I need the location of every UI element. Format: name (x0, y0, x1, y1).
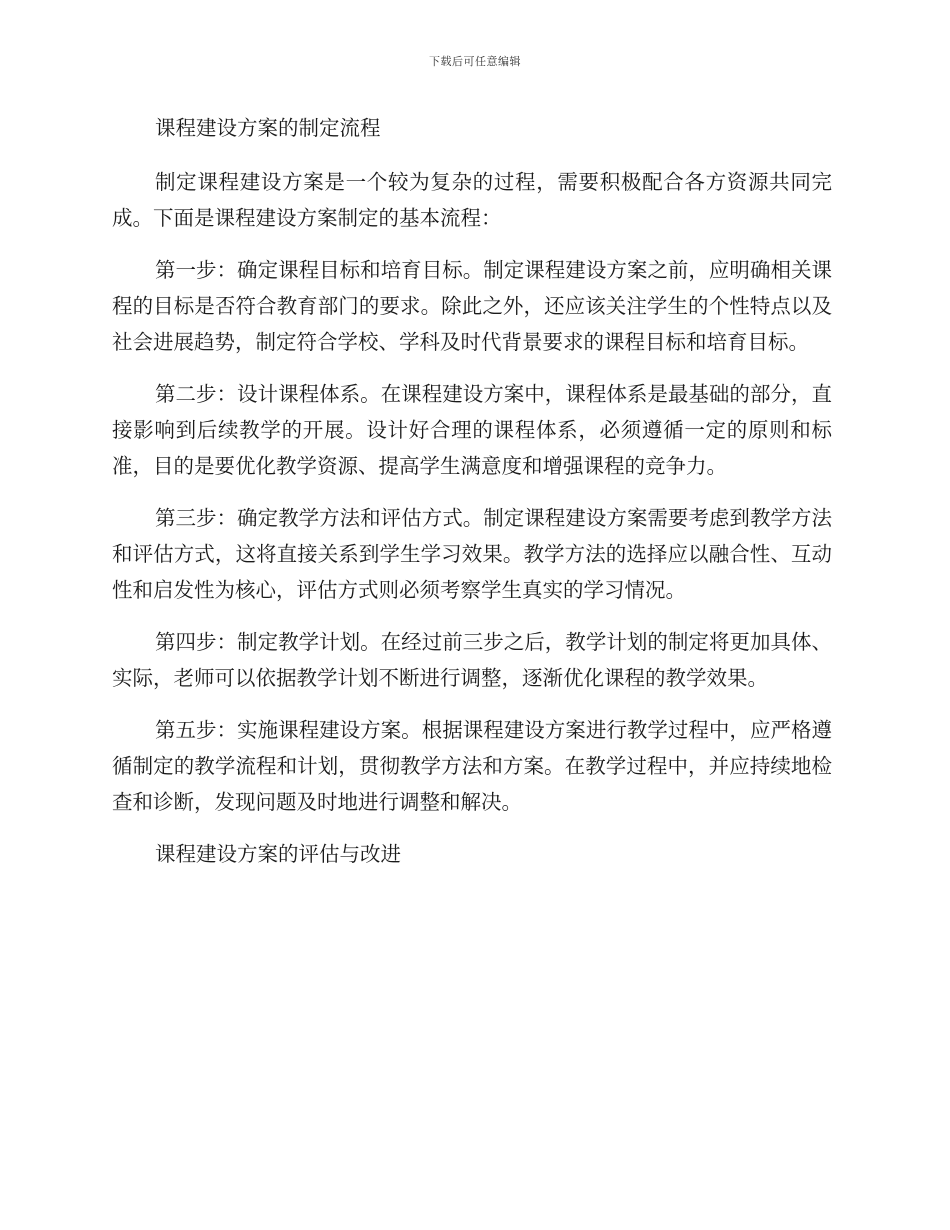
step-2-paragraph: 第二步：设计课程体系。在课程建设方案中，课程体系是最基础的部分，直接影响到后续教学的开展。设计好合理的课程体系，必须遵循一定的原则和标准，目的是要优化教学资源、提高学生满意度和增强课程的竞争力。 (112, 382, 832, 478)
intro-paragraph: 制定课程建设方案是一个较为复杂的过程，需要积极配合各方资源共同完成。下面是课程建设方案制定的基本流程： (112, 170, 832, 230)
step-1-paragraph: 第一步：确定课程目标和培育目标。制定课程建设方案之前，应明确相关课程的目标是否符合教育部门的要求。除此之外，还应该关注学生的个性特点以及社会进展趋势，制定符合学校、学科及时代背景要求的课程目标和培育目标。 (112, 258, 832, 354)
step-5-paragraph: 第五步：实施课程建设方案。根据课程建设方案进行教学过程中，应严格遵循制定的教学流程和计划，贯彻教学方法和方案。在教学过程中，并应持续地检查和诊断，发现问题及时地进行调整和解决。 (112, 718, 832, 814)
document-body (112, 110, 832, 890)
section-title-evaluation: 课程建设方案的评估与改进 (155, 842, 401, 866)
section-title-process: 课程建设方案的制定流程 (155, 116, 381, 140)
step-4-paragraph: 第四步：制定教学计划。在经过前三步之后，教学计划的制定将更加具体、实际，老师可以依据教学计划不断进行调整，逐渐优化课程的教学效果。 (112, 630, 832, 690)
page-header-note: 下载后可任意编辑 (429, 55, 521, 68)
step-3-paragraph: 第三步：确定教学方法和评估方式。制定课程建设方案需要考虑到教学方法和评估方式，这将直接关系到学生学习效果。教学方法的选择应以融合性、互动性和启发性为核心，评估方式则必须考察学生真实的学习情况。 (112, 506, 832, 602)
